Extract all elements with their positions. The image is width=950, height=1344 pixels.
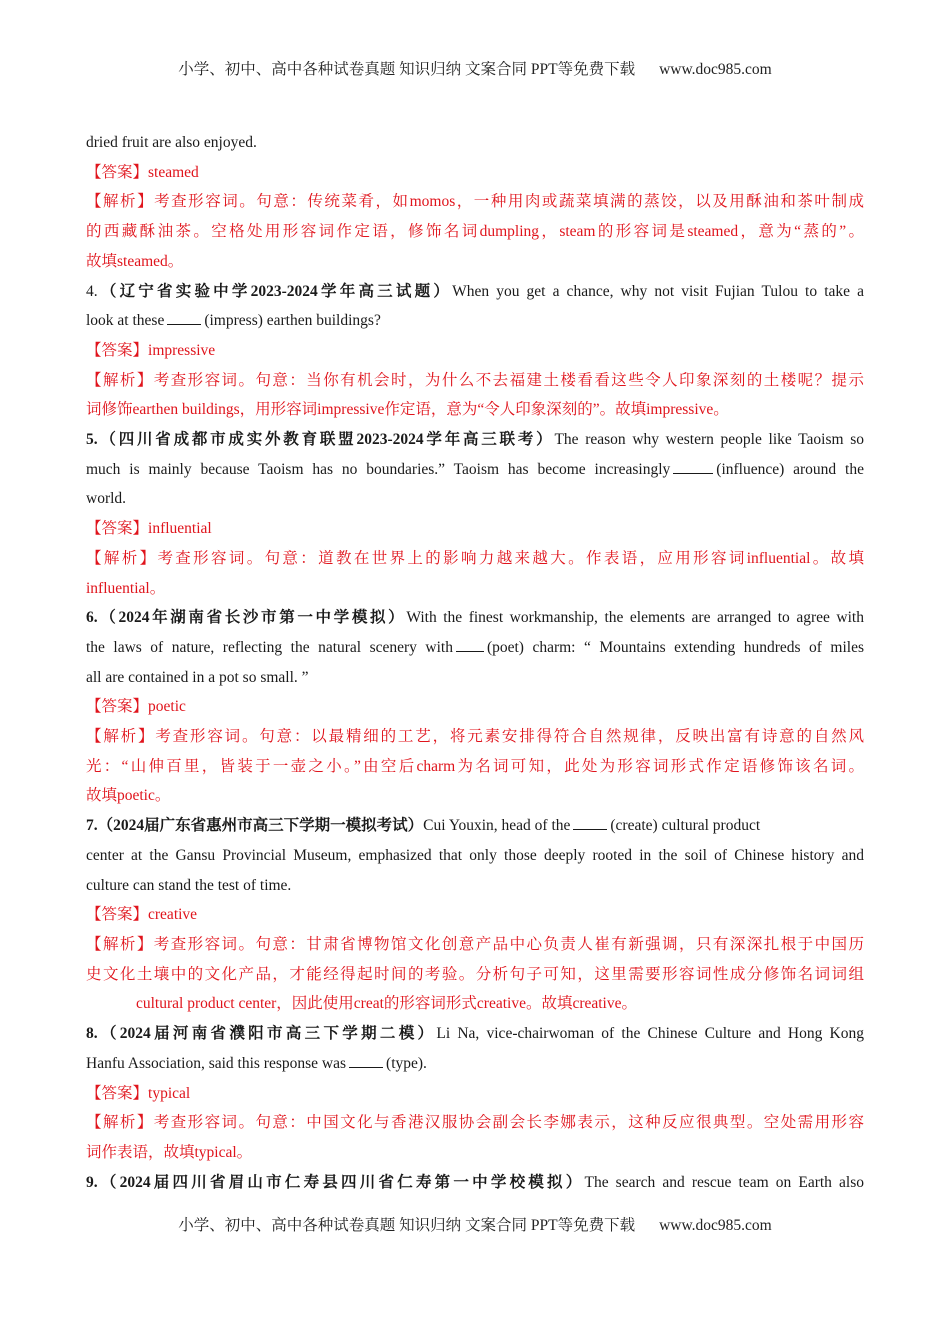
q3-stem-tail: dried fruit are also enjoyed. bbox=[86, 134, 257, 151]
q3-answer bbox=[86, 158, 864, 188]
q4-stem-line1: 4.（辽宁省实验中学2023-2024学年高三试题）When you get a chance, why not visit Fujian Tulou to take a bbox=[86, 282, 865, 300]
q4-stem-line2: look at these (impress) earthen buildings? bbox=[86, 306, 864, 336]
answer-value: steamed bbox=[148, 163, 199, 181]
q7-analysis-line3: cultural product center，因此使用creat的形容词形式creative。故填creative。 bbox=[136, 995, 637, 1013]
q5-stem-line3: world. bbox=[86, 490, 127, 508]
page-header bbox=[0, 57, 950, 79]
q3-analysis-line3: 故填steamed。 bbox=[86, 252, 184, 270]
page-footer bbox=[0, 1213, 950, 1235]
q8-stem-line2: Hanfu Association, said this response was (type). bbox=[86, 1049, 864, 1079]
answer-value: influential bbox=[148, 520, 212, 538]
q7-answer bbox=[86, 900, 864, 930]
q6-number: 6. bbox=[86, 609, 98, 627]
q7-analysis-line1: 【解析】考查形容词。句意：甘肃省博物馆文化创意产品中心负责人崔有新强调，只有深深扎根于中国历 bbox=[86, 935, 864, 953]
q8-answer bbox=[86, 1079, 864, 1109]
q3-analysis-line2: 的西藏酥油茶。空格处用形容词作定语，修饰名词dumpling，steam的形容词是steamed，意为“蒸的”。 bbox=[86, 223, 864, 241]
q8-analysis-line1: 【解析】考查形容词。句意：中国文化与香港汉服协会副会长李娜表示，这种反应很典型。空处需用形容 bbox=[86, 1114, 864, 1132]
q9-source: （2024届四川省眉山市仁寿县四川省仁寿第一中学校模拟） bbox=[97, 1173, 585, 1191]
answer-label: 【答案】 bbox=[86, 698, 149, 716]
q5-number: 5. bbox=[86, 431, 98, 449]
q6-stem-line1: 6.（2024年湖南省长沙市第一中学模拟）With the finest workmanship, the elements are arranged to agree with bbox=[86, 609, 864, 627]
analysis-label: 【解析】 bbox=[86, 193, 155, 211]
q8-stem-line1: 8.（2024届河南省濮阳市高三下学期二模）Li Na, vice-chairwoman of the Chinese Culture and Hong Kong bbox=[86, 1025, 864, 1043]
footer-site-link[interactable]: www.doc985.com bbox=[659, 1217, 772, 1234]
answer-label: 【答案】 bbox=[86, 906, 149, 924]
q5-answer bbox=[86, 514, 864, 544]
q7-stem-line1: 7.（2024届广东省惠州市高三下学期一模拟考试）Cui Youxin, head of the (create) cultural product bbox=[86, 811, 864, 841]
q6-source: （2024年湖南省长沙市第一中学模拟） bbox=[97, 609, 407, 627]
answer-blank bbox=[349, 1051, 383, 1068]
q5-source: （四川省成都市成实外教育联盟2023-2024学年高三联考） bbox=[97, 431, 555, 449]
header-site-link[interactable]: www.doc985.com bbox=[659, 61, 772, 78]
q7-analysis-line2: 史文化土壤中的文化产品，才能经得起时间的考验。分析句子可知，这里需要形容词性成分修饰名词词组 bbox=[86, 965, 864, 983]
answer-label: 【答案】 bbox=[86, 1084, 149, 1102]
footer-slogan: 小学、初中、高中各种试卷真题 知识归纳 文案合同 PPT等免费下载 bbox=[178, 1217, 636, 1234]
q4-number: 4. bbox=[86, 282, 98, 300]
q8-analysis-line2: 词作表语，故填typical。 bbox=[86, 1143, 253, 1161]
answer-blank bbox=[573, 813, 607, 830]
answer-value: typical bbox=[148, 1084, 191, 1102]
q5-analysis-line1: 【解析】考查形容词。句意：道教在世界上的影响力越来越大。作表语，应用形容词influential。故填 bbox=[86, 549, 864, 567]
answer-value: poetic bbox=[148, 698, 186, 716]
answer-value: impressive bbox=[148, 341, 216, 359]
q6-analysis-line1: 【解析】考查形容词。句意：以最精细的工艺，将元素安排得符合自然规律，反映出富有诗意的自然风 bbox=[86, 728, 864, 746]
answer-blank bbox=[673, 457, 713, 474]
q6-stem-line2: the laws of nature, reflecting the natural scenery with (poet) charm: “ Mountains extending hundreds of miles bbox=[86, 633, 864, 663]
q3-analysis-line1: 【解析】考查形容词。句意：传统菜肴，如momos，一种用肉或蔬菜填满的蒸饺，以及用酥油和茶叶制成 bbox=[86, 193, 864, 211]
q7-number: 7. bbox=[86, 817, 98, 835]
q4-analysis-line1: 【解析】考查形容词。句意：当你有机会时，为什么不去福建土楼看看这些令人印象深刻的土楼呢？提示 bbox=[86, 371, 864, 389]
answer-label: 【答案】 bbox=[86, 163, 149, 181]
q4-analysis-line2: 词修饰earthen buildings，用形容词impressive作定语，意为“令人印象深刻的”。故填impressive。 bbox=[86, 401, 729, 419]
answer-blank bbox=[456, 635, 484, 652]
analysis-label: 【解析】 bbox=[86, 728, 156, 746]
analysis-label: 【解析】 bbox=[86, 549, 158, 567]
answer-label: 【答案】 bbox=[86, 520, 149, 538]
q5-analysis-line2: influential。 bbox=[86, 579, 166, 597]
q4-source: （辽宁省实验中学2023-2024学年高三试题） bbox=[97, 282, 453, 300]
analysis-label: 【解析】 bbox=[86, 371, 154, 389]
q9-stem-line1: 9.（2024届四川省眉山市仁寿县四川省仁寿第一中学校模拟）The search and rescue team on Earth also bbox=[86, 1173, 864, 1191]
document-body bbox=[86, 128, 864, 1197]
analysis-label: 【解析】 bbox=[86, 935, 154, 953]
answer-value: creative bbox=[148, 906, 198, 924]
analysis-label: 【解析】 bbox=[86, 1114, 154, 1132]
q6-analysis-line3: 故填poetic。 bbox=[86, 787, 171, 805]
q7-stem-line2: center at the Gansu Provincial Museum, emphasized that only those deeply rooted in the soil of Chinese history and bbox=[86, 846, 864, 864]
q8-source: （2024届河南省濮阳市高三下学期二模） bbox=[97, 1025, 437, 1043]
q6-answer bbox=[86, 692, 864, 722]
q9-number: 9. bbox=[86, 1173, 98, 1191]
header-slogan: 小学、初中、高中各种试卷真题 知识归纳 文案合同 PPT等免费下载 bbox=[178, 61, 636, 78]
answer-blank bbox=[167, 308, 201, 325]
q6-analysis-line2: 光：“山伸百里，皆装于一壶之小。”由空后charm为名词可知，此处为形容词形式作定语修饰该名词。 bbox=[86, 757, 864, 775]
q4-answer bbox=[86, 336, 864, 366]
q7-source: （2024届广东省惠州市高三下学期一模拟考试） bbox=[97, 817, 424, 835]
answer-label: 【答案】 bbox=[86, 341, 149, 359]
q8-number: 8. bbox=[86, 1025, 98, 1043]
q7-stem-line3: culture can stand the test of time. bbox=[86, 876, 292, 894]
q5-stem-line2: much is mainly because Taoism has no boundaries.” Taoism has become increasingly (influence) around the bbox=[86, 455, 864, 485]
q6-stem-line3: all are contained in a pot so small. ” bbox=[86, 668, 309, 686]
q5-stem-line1: 5.（四川省成都市成实外教育联盟2023-2024学年高三联考）The reason why western people like Taoism so bbox=[86, 431, 864, 449]
